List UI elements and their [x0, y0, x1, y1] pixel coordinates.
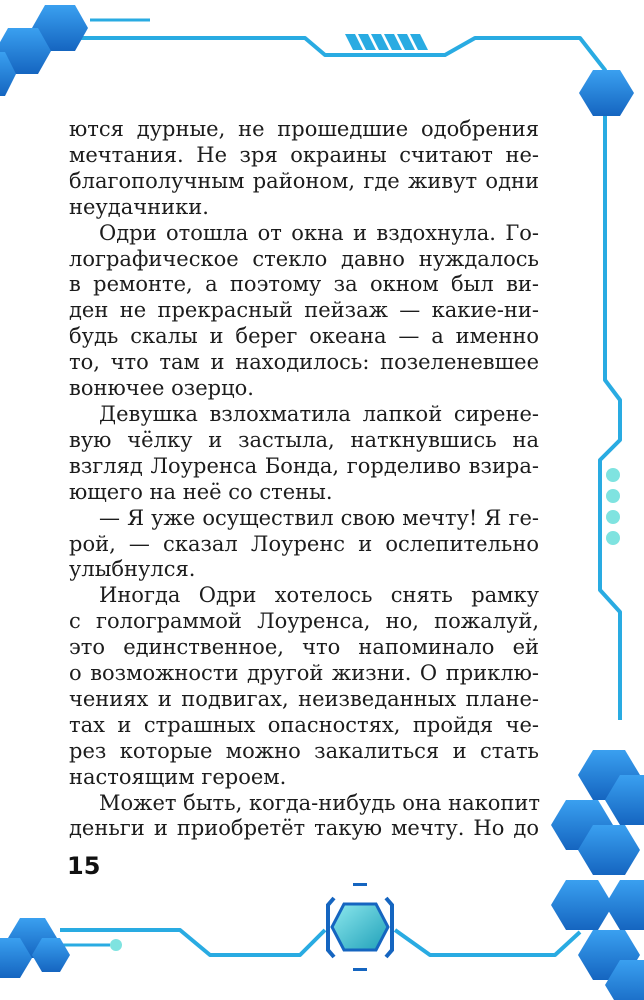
text-line: это единственное, что напоминало ей — [69, 635, 539, 660]
text-line: в ремонте, а поэтому за окном был ви- — [69, 272, 539, 297]
paragraph — [69, 791, 539, 843]
paragraph — [69, 506, 539, 584]
stripe-decoration-icon — [345, 34, 428, 50]
text-line: мечтания. Не зря окраины считают не- — [69, 142, 539, 167]
paragraph — [69, 402, 539, 506]
text-line: вонючее озерцо. — [69, 376, 254, 401]
frame-top-line — [55, 20, 605, 112]
text-line: чениях и подвигах, неизведанных плане- — [69, 686, 539, 711]
paragraph — [69, 221, 539, 402]
text-line: Девушка взлохматила лапкой сирене- — [99, 401, 539, 426]
text-line: ющего на неё со стены. — [69, 479, 333, 504]
text-line: Одри отошла от окна и вздохнула. Го- — [99, 220, 539, 245]
text-line: — Я уже осуществил свою мечту! Я ге- — [99, 505, 539, 530]
text-line: ются дурные, не прошедшие одобрения — [69, 117, 539, 141]
text-line: Иногда Одри хотелось снять рамку — [99, 583, 539, 608]
text-line: Может быть, когда-нибудь она накопит — [99, 790, 541, 815]
text-line: неудачники. — [69, 194, 209, 219]
text-line: улыбнулся. — [69, 557, 196, 582]
frame-bottom-line — [20, 930, 580, 955]
frame-right-line — [600, 112, 620, 720]
text-line: то, что там и находилось: позеленевшее — [69, 350, 539, 375]
text-line: рез которые можно закалиться и стать — [69, 738, 539, 763]
text-line: с голограммой Лоуренса, но, пожалуй, — [69, 609, 539, 634]
page-number: 15 — [67, 852, 101, 880]
body-text — [69, 117, 539, 842]
text-line: будь скалы и берег океана — а именно — [69, 324, 539, 349]
text-line: рой, — сказал Лоуренс и ослепительно — [69, 531, 539, 556]
paragraph — [69, 583, 539, 790]
text-line: лографическое стекло давно нуждалось — [69, 246, 539, 271]
text-line: о возможности другой жизни. О приклю- — [69, 661, 539, 686]
text-line: ден не прекрасный пейзаж — какие-ни- — [69, 298, 539, 323]
hexagon-cluster-bottom-left-icon — [0, 918, 70, 978]
text-line: настоящим героем. — [69, 764, 287, 789]
text-line: благополучным районом, где живут одни — [69, 168, 539, 193]
hexagon-cluster-bottom-right-icon — [551, 750, 644, 1000]
text-line: деньги и приобретёт такую мечту. Но до — [69, 816, 539, 841]
hexagon-cluster-top-left-icon — [0, 5, 88, 96]
text-line: взгляд Лоуренса Бонда, горделиво взира- — [69, 453, 539, 478]
dots-decoration-icon — [606, 468, 620, 545]
text-line: вую чёлку и застыла, наткнувшись на — [69, 427, 539, 452]
text-line: тах и страшных опасностях, пройдя че- — [69, 712, 539, 737]
paragraph — [69, 117, 539, 221]
hexagon-emblem-icon — [328, 883, 392, 971]
hexagon-top-right-icon — [579, 70, 634, 116]
dot-node-icon — [110, 939, 122, 951]
